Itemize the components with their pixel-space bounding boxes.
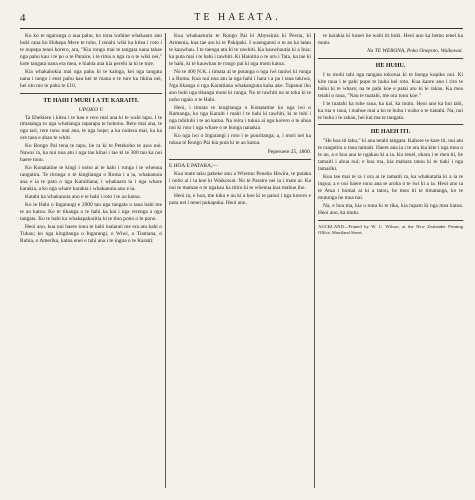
page-header [0,12,475,26]
column-divider [165,33,166,488]
chapter-label: UPOKO V. [78,106,104,113]
article-paragraph: Ko Konatatine te kingi i noho ai te hahi i runga i te whenua rangatira. Te rironga o te kingitanga o Roma i a ia, whakanuia ana e ia te pato o nga Karaitiana; i whakaara ia i nga whare karakia, a ko nga whare karakia i whakanuia ano e ia. [20,165,162,193]
column-1 [20,33,162,246]
header-rule [20,28,463,29]
section-rule [20,93,162,94]
section-rule [318,58,463,59]
masthead: TE HAEATA. [194,12,281,23]
article-paragraph: Heoi ra, e hoa, me tuku e au ki a koe ki te panui i nga korero e puta nei i tenei pukapuka. Heoi ano. [169,193,311,206]
column-2 [169,33,311,208]
article-heading: TE HAIH I MURI I A TE KARAITI. [43,97,139,104]
column-divider [314,33,315,488]
article-paragraph: Ko te Hahi o Ingarangi e 2000 tau nga tangata o taua hahi me te ao katoa. Ko te tikanga o te hahi ka kai i nga rerenga a nga tangata. Ko te hahi ka whakapakaritia ki te tino pono o te pono. [20,201,162,222]
article-paragraph: Heoi, i timata te kingitanga o Konatatine ko nga iwi o Kamanga, ko nga Karaiti i mahi i te hahi ki tawhiti, ki te tuhi i nga tuhituhi i te ao katoa. Na reira i tukua ai nga korero o te ahua nui ki roto i nga whare o te hunga nanakia. [169,104,311,132]
article-paragraph: Katahi ka whakanuia ano e te hahi i roto i te ao katoa. [25,194,142,201]
article-paragraph: "He hoa iti taku," ki ana tetahi tangata. Kahore te kare iti, nui atu te rangatira o taua tamaiti. Haere ana ia i te ara kia kite i nga mea o te ao, a e koa ana te ngakau ki a ia. Ko tenei, ehara i te mea iti, he tamaiti i ahua nui; e hoa ma, kia mahara tatou ki te tiaki i nga tamariki. [318,138,464,173]
article-paragraph: Na, e hoa ma, kia u tonu ki te tika, kia tupato ki nga mea katoa. Heoi ano, ka mutu. [318,203,463,216]
section-rule [169,159,311,160]
article-heading: HE HUHU. [375,62,406,69]
letter-date: Peperuere 25, 1860. [267,149,311,156]
article-paragraph: Kua whakaaturia te Rongo Pai ki Abyssinia ki Persia, ki Armenia, kua tae atu ki te Pakipaki. I waenganui o te ao ka tatau te kauwhau. I te taenga atu ki te rawhiti. Ka kauwhautia ki a Inia; ka puta mai i te hahi i tawhiti. Ki Hainitia o te uru i Tata, ka tae ki te hahi, ki te kauwhau te rongo pai ki nga motu katoa. [169,33,311,67]
article-paragraph: Kia whakahokia mai nga pahu ki te kainga, kei nga tangata nana i tango i enei pahu kau kei te mana o te ture ka tikina nei, hei utu mo te pahu te £10. [20,68,162,89]
article-heading: HE HAEH ITI. [370,129,411,136]
letter-salutation: E HOA E PATARA,— [169,163,218,170]
article-paragraph: Kua tae mai te ra i ora ai te tamaiti ra, ka whakatatia ki a ia te ingoa; a e nui haere tonu ana te aroha o te iwi ki a ia. Heoi ano ta te Atua i homai ai ki a tatou, he mea iti te timatanga, ko te mutunga he mea nui. [318,174,463,202]
printer-imprint: AUCKLAND—Printed by W. C. Wilson, at the New Zealander Printing Office, Shortland Street. [318,223,463,235]
column-3 [318,33,463,236]
article-paragraph: Kua mate taku pakeke ano a Wiremu Peneha Hiwira, te potaka i noho ai i ta koe ki Waikowai. No te Paraire nei ia i mate ai. Ka nui te mamae o te ngakau ka titiro ki te whenua kua mahue iho. [169,171,311,192]
article-paragraph: Heoi ano, kua nui haere tonu te hahi inaianei me era atu hahi o Tuhau; ko nga kingitanga o Ingarangi, o Wiwi, o Tiamana, o Ruhia, o Amerika, katoa enei e tuhi ana i te ingoa o te Karaiti. [20,223,162,244]
article-paragraph: No te 400 N.K. i timata ai te potanga o nga iwi tauiwi ki runga i a Roma. Kua nui noa atu ia nga hahi i hara i a pa i taua takiwa, Nga tikanga o nga Karaitiana whakanguna kaha ake. Tapanui iho ano hoki nga tikanga moni ki runga. No te rawhiti no te toka ki te noho ngaio o te Hahi. [169,68,311,103]
letter-signature: Na TE WERONA, Poka Onepoto, Waikowai. [367,47,463,54]
article-paragraph: Ko Rongo Pai tena te tapu, he ra ki te Petekoho te awa nui. Nawai ra, ka nui noa atu i nga tau kihai i tae ki te 300 tau ka nui haere tonu. [20,143,162,164]
article-paragraph: I te mohi tahi nga tangata tokorua ki te hunga kopiko nui. Ki kite raua i te pahi popo te huhu kei roto. Kua kaore ano i riro te huhu ki te whare; na te pahi koe e patai atu ki te rakau. Ka mea tetahi o raua, "Nau te tuatahi, me ora tonu koe." [318,71,463,99]
section-rule [318,124,463,125]
article-paragraph: Ko ko te ngaronga o aua pahu, ko tona wahine whakaaro ano hoki raua ko Hohepa Mere te tohu. I tenahi wiki ka kitea i roto i te nupepa tenei korero, ara, "Kia rongo mai te tangata nana tahae nga pahu kau i te po o te Paraire, i te rima o nga ra o te wiki nei," kote tangata nana era mea, e hiahia ana kia perehi ia ki te ture. [20,33,162,67]
article-paragraph: I te tuatahi ka tohe raua, ka kai, ka mutu. Heoi ano ka hui tahi, ka rua o raua, i mahue mai a ko te huhu i waho o te tuatahi. Na, nui te huhu i te rakau, hei kai ma te tangata. [318,100,463,121]
page-number: 4 [20,12,26,24]
section-rule [318,220,463,221]
article-paragraph: te karakia ki konei he wahi iti hoki. Heoi ano ka hemo tenei ka mutu. [318,33,463,46]
article-paragraph: Ta Ehekiere i kitea i te hau e rere mai ana ki te wahi tapu. I te timatanga to nga whatianga raparapa te hohonu. Rere mai ana, te nga tari, rere tonu mai ana, te nga hope; a ka nuitera mai, ka ka ore taea e ahau te whiti. [20,114,162,142]
article-paragraph: Ko nga iwi o Ingarangi i roto i te pouritanga; a, i muri nei ka tukua te Rongo Pai kia puta ki te ao katoa. [169,133,311,147]
